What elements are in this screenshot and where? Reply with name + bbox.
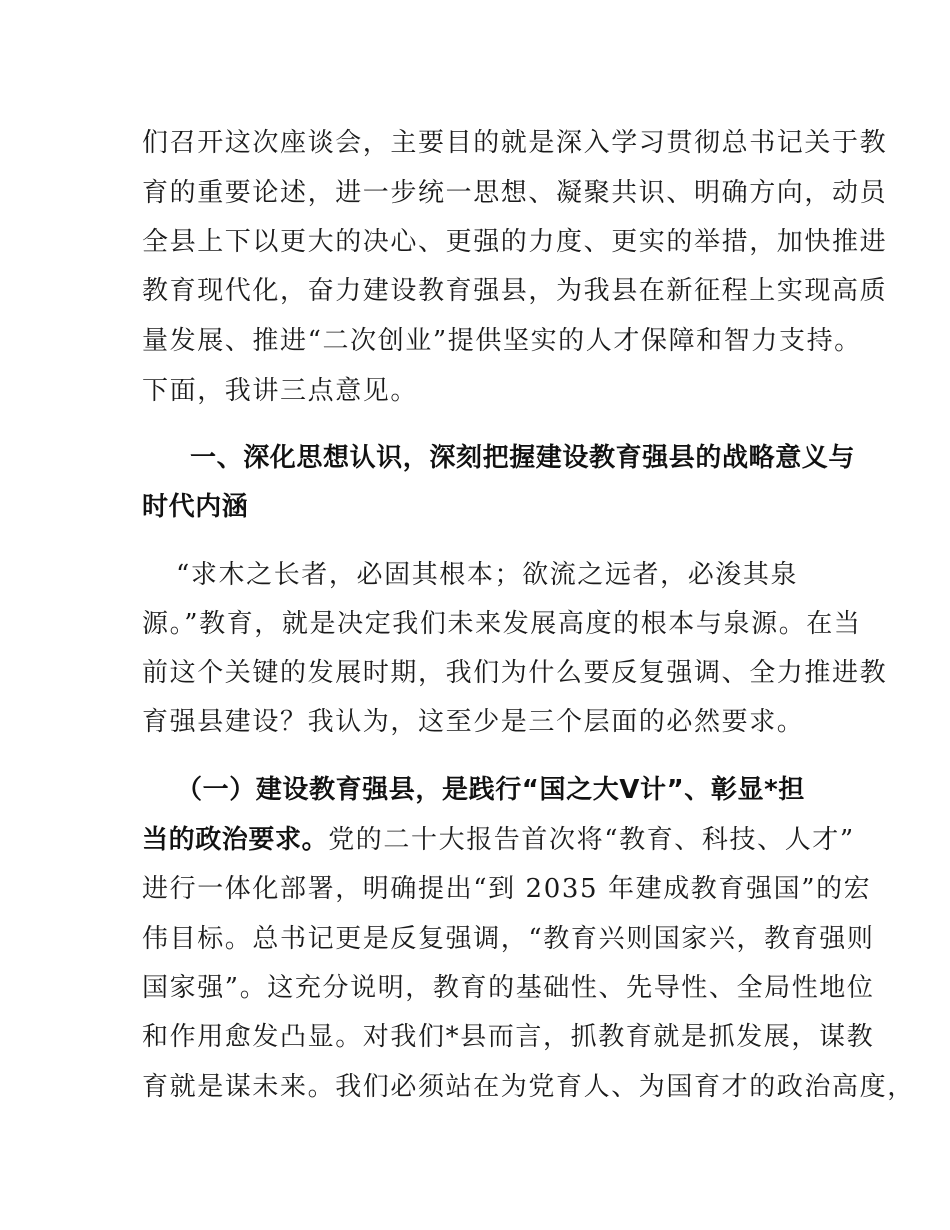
text-line: 育强县建设？我认为，这至少是三个层面的必然要求。 (142, 707, 805, 737)
text-line: 全县上下以更大的决心、更强的力度、更实的举措，加快推进 (142, 227, 888, 257)
text-line: 教育现代化，奋力建设教育强县，为我县在新征程上实现高质 (142, 276, 888, 306)
text-line: 前这个关键的发展时期，我们为什么要反复强调、全力推进教 (142, 658, 888, 688)
text-line: “求木之长者，必固其根本；欲流之远者，必浚其泉 (176, 560, 799, 590)
text-line: 和作用愈发凸显。对我们*县而言，抓教育就是抓发展，谋教 (142, 1022, 875, 1052)
text-line: 进行一体化部署，明确提出“到 2035 年建成教育强国”的宏 (142, 874, 872, 904)
text-span: 党的二十大报告首次将“教育、科技、人才” (328, 825, 855, 855)
heading-line: 一、深化思想认识，深刻把握建设教育强县的战略意义与 (190, 443, 856, 473)
text-line: 伟目标。总书记更是反复强调，“教育兴则国家兴，教育强则 (142, 924, 875, 954)
text-line: 量发展、推进“二次创业”提供坚实的人才保障和智力支持。 (142, 326, 862, 356)
text-line (142, 823, 855, 857)
text-line: 国家强”。这充分说明，教育的基础性、先导性、全局性地位 (142, 973, 875, 1003)
subheading-lead: 当的政治要求。 (142, 825, 329, 855)
text-line: 育就是谋未来。我们必须站在为党育人、为国育才的政治高度， (142, 1072, 915, 1102)
heading-line: 时代内涵 (142, 492, 249, 522)
text-line: 下面，我讲三点意见。 (142, 376, 419, 406)
text-line: 育的重要论述，进一步统一思想、凝聚共识、明确方向，动员 (142, 178, 888, 208)
subheading-line: （一）建设教育强县，是践行“国之大Ⅴ计”、彰显*担 (176, 775, 805, 805)
text-line: 们召开这次座谈会，主要目的就是深入学习贯彻总书记关于教 (142, 128, 888, 158)
text-line: 源。”教育，就是决定我们未来发展高度的根本与泉源。在当 (142, 609, 862, 639)
